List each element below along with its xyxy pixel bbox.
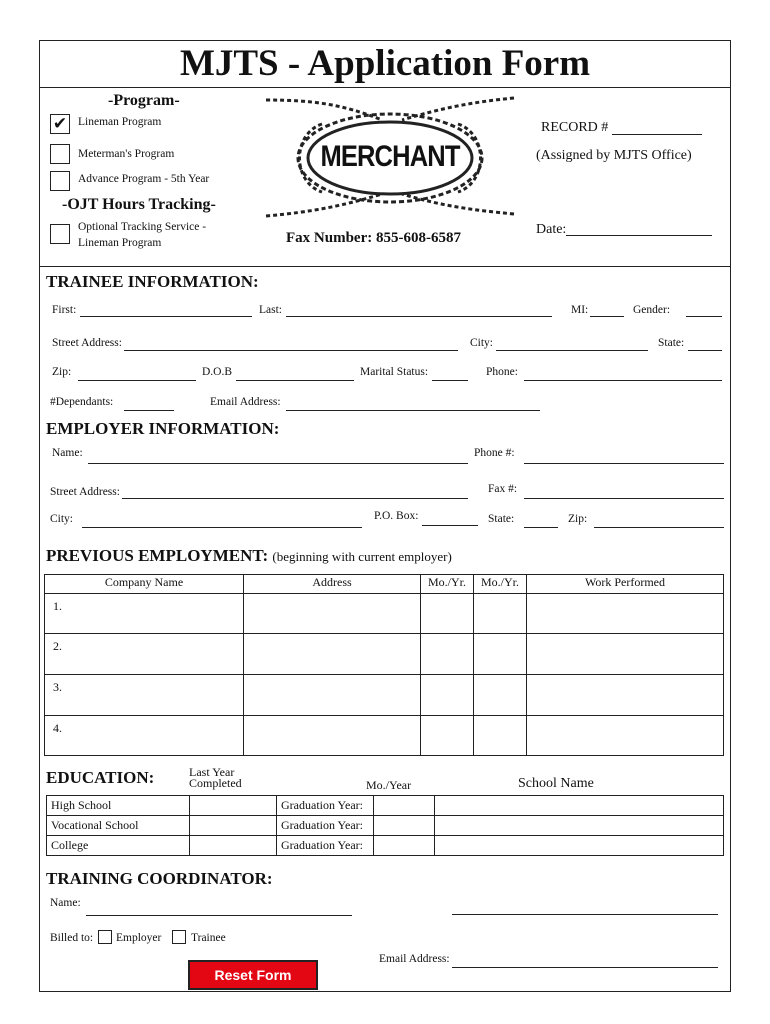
work-cell[interactable] (527, 716, 724, 756)
work-cell[interactable] (527, 634, 724, 675)
row-number: 3. (45, 675, 244, 716)
col-moyr-1: Mo./Yr. (421, 575, 474, 594)
form-title: MJTS - Application Form (39, 40, 731, 88)
meterman-program-checkbox[interactable] (50, 144, 70, 164)
first-name-field[interactable] (80, 316, 252, 317)
mi-label: MI: (571, 304, 589, 316)
phone-field[interactable] (524, 380, 722, 381)
employer-state-field[interactable] (524, 527, 558, 528)
edu-row-label: High School (47, 796, 190, 816)
employer-zip-label: Zip: (568, 513, 588, 525)
zip-label: Zip: (52, 366, 72, 378)
table-row (47, 816, 724, 836)
first-label: First: (52, 304, 77, 316)
edu-school-cell[interactable] (435, 796, 724, 816)
last-year-label (189, 767, 242, 789)
moyr-cell[interactable] (421, 716, 474, 756)
edu-moyr-cell[interactable] (374, 816, 435, 836)
previous-heading-text: PREVIOUS EMPLOYMENT: (46, 546, 269, 565)
address-cell[interactable] (244, 634, 421, 675)
work-cell[interactable] (527, 675, 724, 716)
employer-street-label: Street Address: (50, 486, 120, 498)
employer-phone-field[interactable] (524, 463, 724, 464)
employer-state-label: State: (488, 513, 515, 525)
dependants-label: #Dependants: (50, 396, 114, 408)
divider (39, 266, 731, 267)
ojt-line-1: Optional Tracking Service - (78, 221, 207, 233)
employer-fax-label: Fax #: (488, 483, 518, 495)
advance-program-label: Advance Program - 5th Year (78, 173, 210, 185)
ojt-checkbox[interactable] (50, 224, 70, 244)
edu-year-cell[interactable] (190, 816, 277, 836)
record-line (612, 134, 702, 135)
mi-field[interactable] (590, 316, 624, 317)
employer-zip-field[interactable] (594, 527, 724, 528)
moyr-cell[interactable] (421, 675, 474, 716)
dob-label: D.O.B (202, 366, 233, 378)
employer-option-label: Employer (116, 932, 162, 944)
table-row (45, 716, 724, 756)
email-label: Email Address: (210, 396, 281, 408)
state-label: State: (658, 337, 685, 349)
previous-heading (46, 546, 452, 566)
employer-heading: EMPLOYER INFORMATION: (46, 419, 280, 438)
lineman-program-label: Lineman Program (78, 116, 162, 128)
coordinator-email-field[interactable] (452, 967, 718, 968)
coordinator-name-label: Name: (50, 897, 81, 909)
col-moyr-2: Mo./Yr. (474, 575, 527, 594)
gender-field[interactable] (686, 316, 722, 317)
edu-moyr-cell[interactable] (374, 796, 435, 816)
zip-field[interactable] (78, 380, 196, 381)
table-row (45, 675, 724, 716)
date-label: Date: (536, 222, 567, 237)
edu-year-cell[interactable] (190, 836, 277, 856)
row-number: 2. (45, 634, 244, 675)
edu-school-cell[interactable] (435, 836, 724, 856)
employer-name-field[interactable] (88, 463, 468, 464)
employer-fax-field[interactable] (524, 498, 724, 499)
edu-school-cell[interactable] (435, 816, 724, 836)
merchant-logo (262, 94, 518, 222)
employer-city-label: City: (50, 513, 74, 525)
billed-to-label: Billed to: (50, 932, 94, 944)
last-year-line-1: Last Year (189, 765, 235, 779)
employer-checkbox[interactable] (98, 930, 112, 944)
pobox-label: P.O. Box: (374, 510, 419, 522)
address-cell[interactable] (244, 716, 421, 756)
employer-phone-label: Phone #: (474, 447, 515, 459)
coordinator-name-field[interactable] (86, 915, 352, 916)
school-name-label: School Name (518, 776, 594, 791)
record-note: (Assigned by MJTS Office) (536, 148, 692, 163)
edu-year-cell[interactable] (190, 796, 277, 816)
col-work: Work Performed (527, 575, 724, 594)
row-number: 1. (45, 594, 244, 634)
row-number: 4. (45, 716, 244, 756)
edu-row-label: College (47, 836, 190, 856)
reset-form-button[interactable]: Reset Form (188, 960, 318, 990)
pobox-field[interactable] (422, 525, 478, 526)
moyr-cell[interactable] (421, 634, 474, 675)
table-row (45, 594, 724, 634)
address-cell[interactable] (244, 675, 421, 716)
education-heading: EDUCATION: (46, 768, 155, 787)
grad-year-label: Graduation Year: (277, 816, 374, 836)
table-row (45, 634, 724, 675)
logo-text: MERCHANT (320, 140, 460, 173)
coordinator-email-label: Email Address: (379, 953, 450, 965)
ojt-heading: -OJT Hours Tracking- (62, 196, 216, 213)
trainee-checkbox[interactable] (172, 930, 186, 944)
dependants-field[interactable] (124, 410, 174, 411)
previous-subheading: (beginning with current employer) (272, 549, 452, 564)
moyr-cell[interactable] (421, 594, 474, 634)
last-name-field[interactable] (286, 316, 552, 317)
dob-field[interactable] (236, 380, 354, 381)
marital-label: Marital Status: (360, 366, 429, 378)
moyr-cell[interactable] (474, 634, 527, 675)
street-label: Street Address: (52, 337, 122, 349)
email-field[interactable] (286, 410, 540, 411)
gender-label: Gender: (633, 304, 671, 316)
city-field[interactable] (496, 350, 648, 351)
program-heading: -Program- (108, 92, 180, 109)
edu-moyr-cell[interactable] (374, 836, 435, 856)
lineman-program-checkbox[interactable] (50, 114, 70, 134)
street-field[interactable] (124, 350, 458, 351)
phone-label: Phone: (486, 366, 518, 378)
col-company: Company Name (45, 575, 244, 594)
grad-year-label: Graduation Year: (277, 796, 374, 816)
employer-street-field[interactable] (122, 498, 468, 499)
last-label: Last: (259, 304, 282, 316)
check-icon: ✔ (52, 114, 68, 133)
col-address: Address (244, 575, 421, 594)
moyr-cell[interactable] (474, 716, 527, 756)
city-label: City: (470, 337, 494, 349)
mo-year-label: Mo./Year (366, 778, 412, 792)
advance-program-checkbox[interactable] (50, 171, 70, 191)
employer-city-field[interactable] (82, 527, 362, 528)
moyr-cell[interactable] (474, 594, 527, 634)
address-cell[interactable] (244, 594, 421, 634)
meterman-program-label: Meterman's Program (78, 148, 175, 160)
last-year-line-2: Completed (189, 776, 242, 790)
table-row (47, 796, 724, 816)
moyr-cell[interactable] (474, 675, 527, 716)
previous-employment-table (44, 574, 724, 756)
date-field[interactable] (566, 235, 712, 236)
marital-field[interactable] (432, 380, 468, 381)
coordinator-heading: TRAINING COORDINATOR: (46, 869, 273, 888)
trainee-heading: TRAINEE INFORMATION: (46, 272, 259, 291)
record-label: RECORD # (541, 120, 609, 135)
fax-number: Fax Number: 855-608-6587 (286, 230, 461, 246)
education-table (46, 795, 724, 856)
ojt-line-2: Lineman Program (78, 237, 162, 249)
edu-row-label: Vocational School (47, 816, 190, 836)
trainee-option-label: Trainee (191, 932, 226, 944)
table-row (47, 836, 724, 856)
employer-name-label: Name: (52, 447, 83, 459)
state-field[interactable] (688, 350, 722, 351)
grad-year-label: Graduation Year: (277, 836, 374, 856)
coordinator-phone-field[interactable] (452, 914, 718, 915)
work-cell[interactable] (527, 594, 724, 634)
